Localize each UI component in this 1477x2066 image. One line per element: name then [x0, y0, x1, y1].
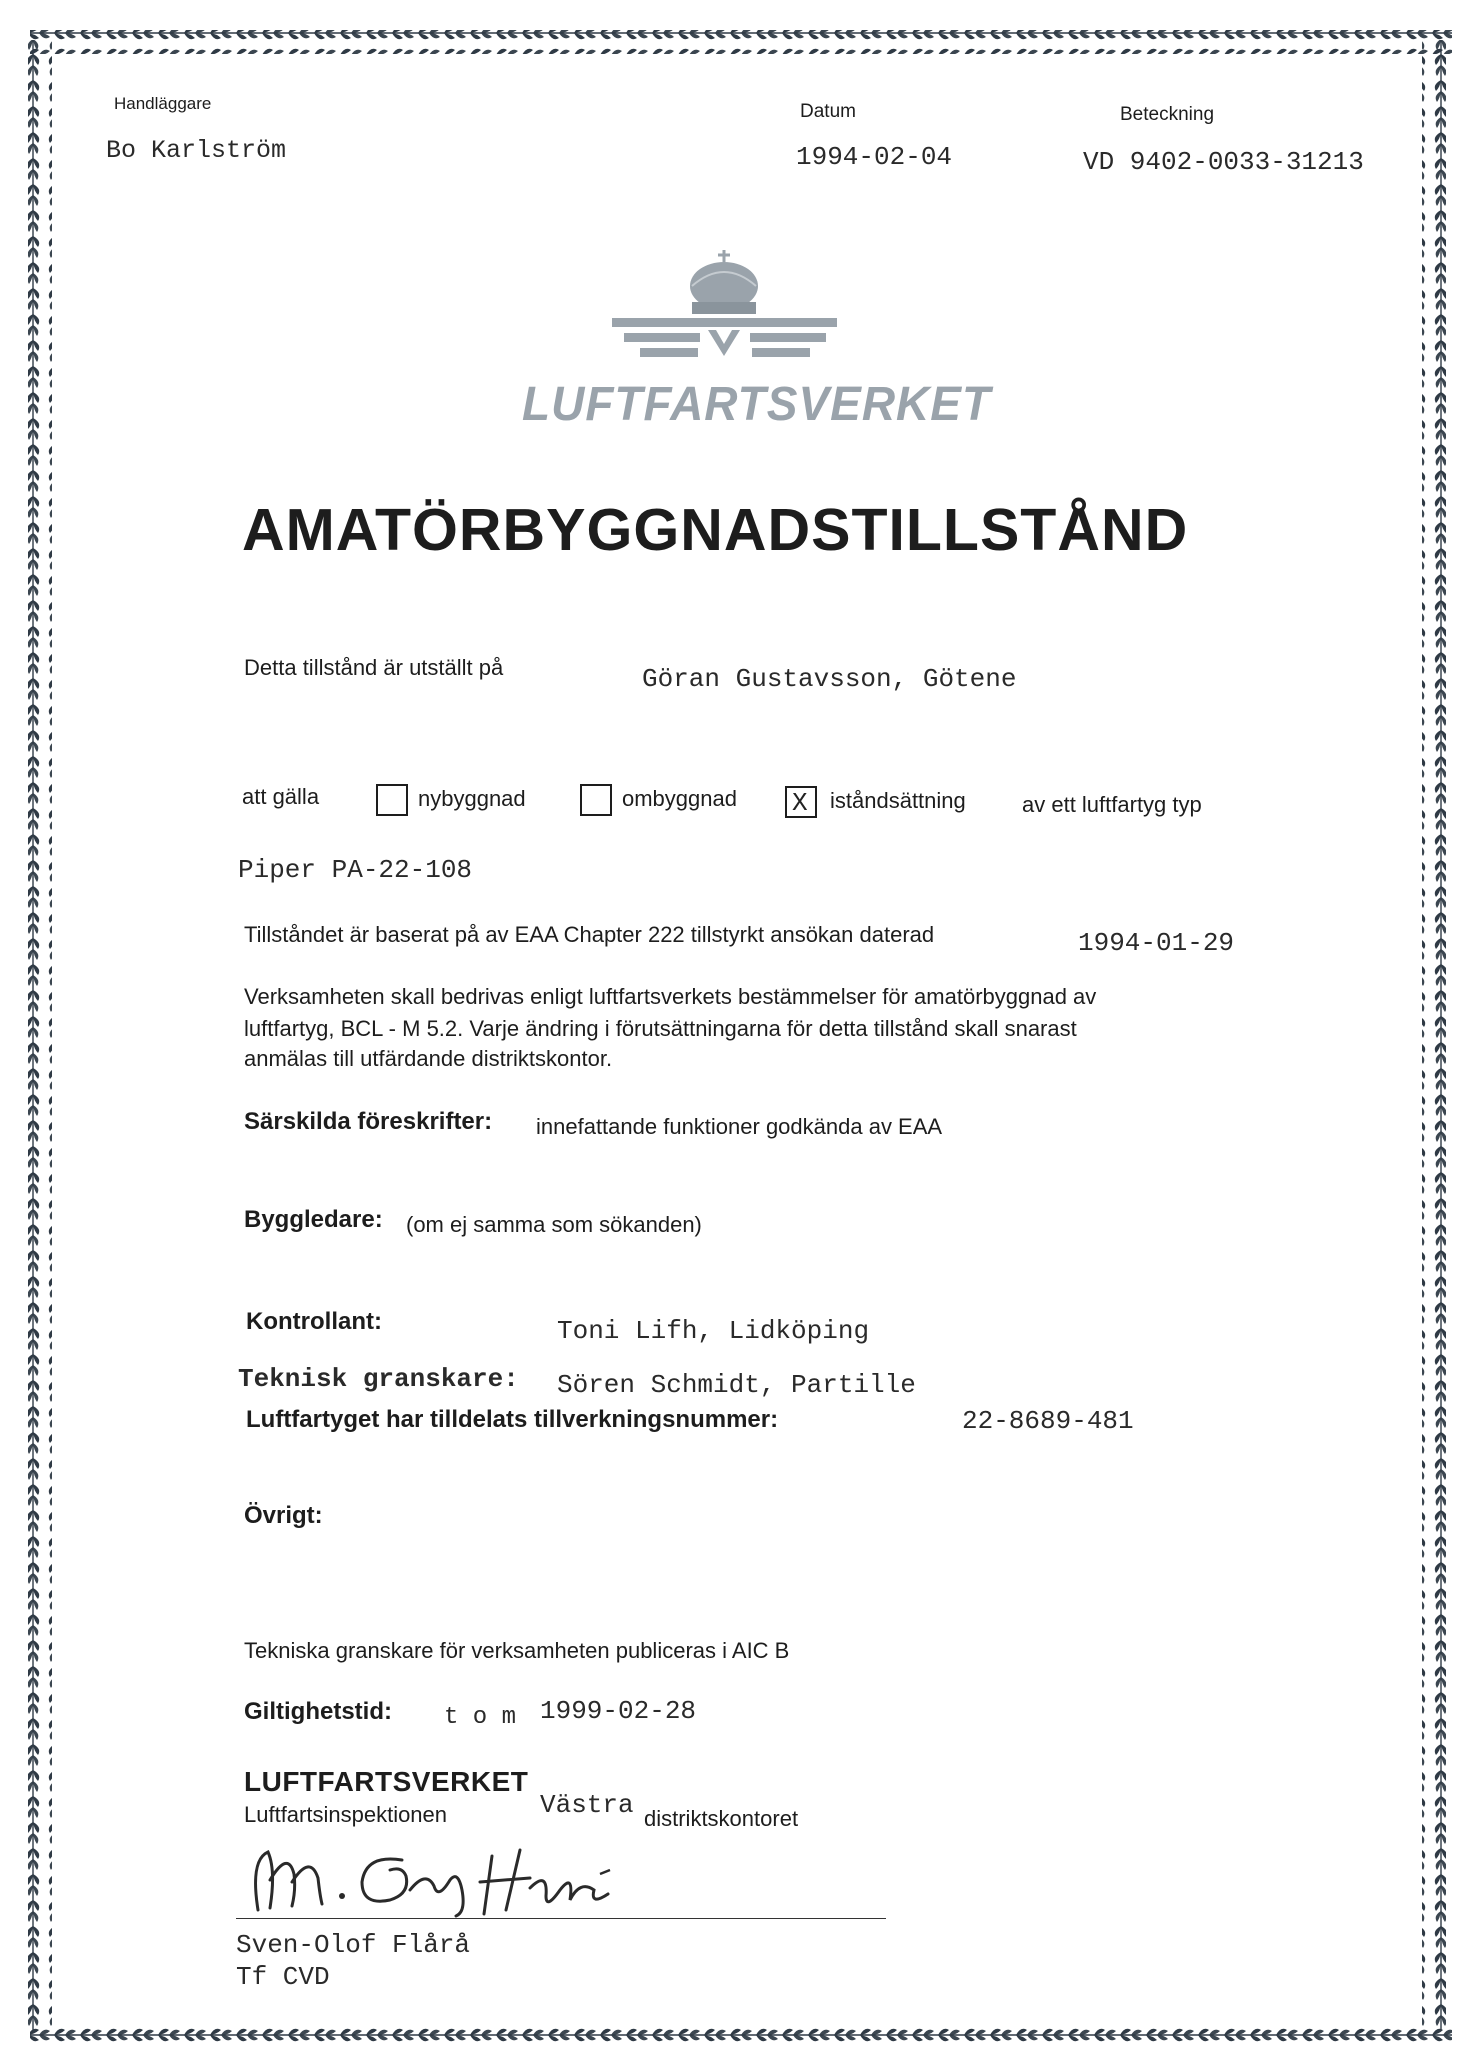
beteckning-value: VD 9402-0033-31213 [1083, 147, 1364, 177]
checkbox-istandsattning[interactable]: X [785, 786, 817, 818]
beteckning-label: Beteckning [1120, 104, 1215, 125]
handwritten-signature [230, 1830, 710, 1920]
datum-label: Datum [800, 101, 856, 122]
signatory-name: Sven-Olof Flårå [236, 1930, 471, 1960]
controller-value: Toni Lifh, Lidköping [557, 1316, 870, 1346]
regulation-line-3: anmälas till utfärdande distriktskontor. [244, 1046, 613, 1071]
special-label: Särskilda föreskrifter: [244, 1108, 493, 1135]
signatory-title: Tf CVD [236, 1962, 330, 1992]
reviewer-label: Teknisk granskare: [238, 1364, 519, 1394]
regulation-line-1: Verksamheten skall bedrivas enligt luftfartsverkets bestämmelser för amatörbyggnad av [244, 984, 1097, 1009]
controller-label: Kontrollant: [246, 1308, 382, 1335]
issuer-org: LUFTFARTSVERKET [244, 1766, 529, 1797]
page-title: AMATÖRBYGGNADSTILLSTÅND [242, 497, 1189, 563]
basis-date: 1994-01-29 [1078, 928, 1235, 958]
serial-label: Luftfartyget har tilldelats tillverkningsnummer: [246, 1406, 779, 1433]
scope-suffix: av ett luftfartyg typ [1022, 792, 1202, 817]
validity-date: 1999-02-28 [540, 1696, 697, 1726]
other-label: Övrigt: [244, 1502, 323, 1529]
handlaggare-value: Bo Karlström [106, 136, 287, 165]
issuer-region: Västra [540, 1790, 634, 1820]
basis-text: Tillståndet är baserat på av EAA Chapter 222 tillstyrkt ansökan daterad [244, 922, 935, 947]
scope-label: att gälla [242, 784, 320, 809]
checkbox-label-istandsattning: iståndsättning [830, 788, 966, 813]
builder-note: (om ej samma som sökanden) [406, 1212, 702, 1237]
issued-value: Göran Gustavsson, Götene [642, 664, 1017, 694]
issued-label: Detta tillstånd är utställt på [244, 655, 504, 680]
crown-wings-logo [612, 244, 912, 364]
aircraft-type: Piper PA-22-108 [238, 855, 473, 885]
signature-line [236, 1918, 886, 1919]
logo-wordmark: LUFTFARTSVERKET [522, 375, 992, 431]
checkbox-label-nybyggnad: nybyggnad [418, 786, 526, 811]
regulation-line-2: luftfartyg, BCL - M 5.2. Varje ändring i förutsättningarna för detta tillstånd skall snarast [244, 1016, 1077, 1041]
publication-text: Tekniska granskare för verksamheten publiceras i AIC B [244, 1638, 790, 1663]
checkbox-ombyggnad[interactable] [580, 784, 612, 816]
checkbox-nybyggnad[interactable] [376, 784, 408, 816]
datum-value: 1994-02-04 [796, 142, 953, 172]
checkbox-label-ombyggnad: ombyggnad [622, 786, 737, 811]
issuer-office: distriktskontoret [644, 1806, 799, 1831]
serial-value: 22-8689-481 [962, 1406, 1134, 1436]
validity-tom: t o m [444, 1704, 517, 1731]
builder-label: Byggledare: [244, 1206, 383, 1233]
issuer-dept: Luftfartsinspektionen [244, 1802, 448, 1827]
handlaggare-label: Handläggare [114, 94, 212, 113]
special-value: innefattande funktioner godkända av EAA [536, 1114, 943, 1139]
reviewer-value: Sören Schmidt, Partille [557, 1370, 916, 1400]
validity-label: Giltighetstid: [244, 1698, 392, 1725]
